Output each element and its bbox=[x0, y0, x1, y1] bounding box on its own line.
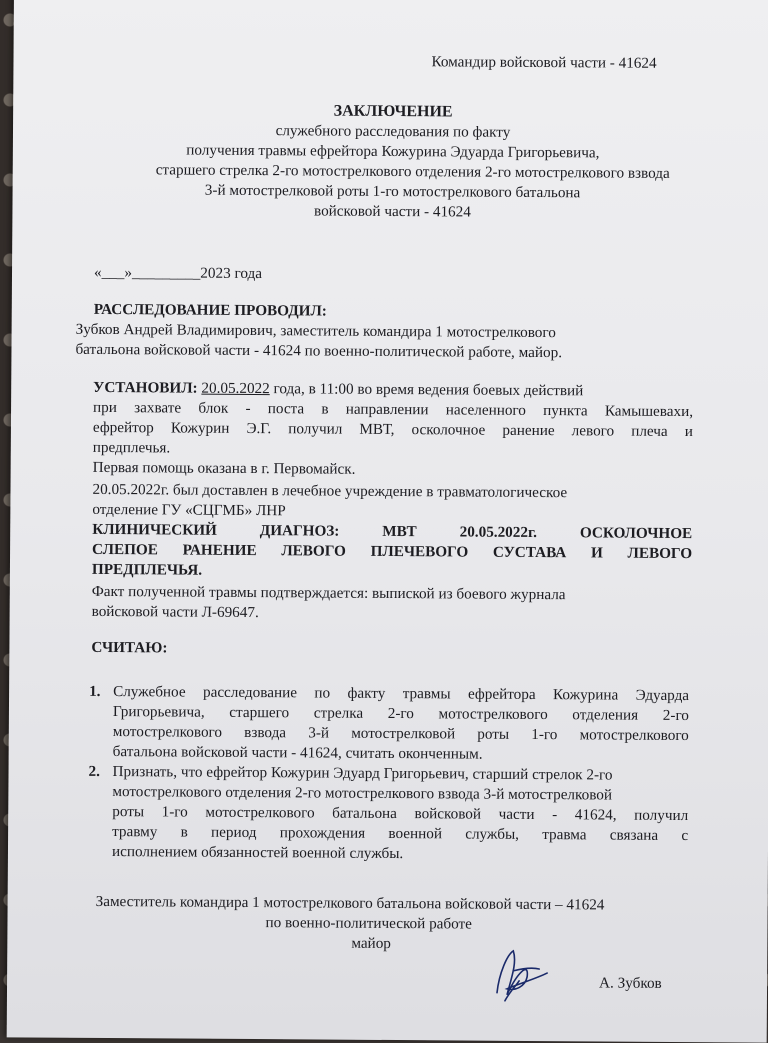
title-line-5: войсковой части - 41624 bbox=[313, 202, 471, 221]
item-1-line-1: Служебное расследование по факту травмы ефрейтора Кожурина Эдуарда bbox=[113, 683, 690, 705]
title-line-4: 3-й мотострелковой роты 1-го мотострелкового батальона bbox=[204, 181, 581, 202]
signatory-rank: майор bbox=[351, 934, 391, 953]
title-line-1: служебного расследования по факту bbox=[275, 122, 511, 141]
handwritten-signature bbox=[477, 943, 567, 1014]
document-heading: ЗАКЛЮЧЕНИЕ bbox=[333, 102, 453, 121]
established-line-3: ефрейтор Кожурин Э.Г. получил МВТ, осколочное ранение левого плеча и bbox=[92, 418, 693, 441]
title-line-3: старшего стрелка 2-го мотострелкового отделения 2-го мотострелкового взвода bbox=[155, 161, 670, 182]
signatory-position-1: Заместитель командира 1 мотострелкового батальона войсковой части – 41624 bbox=[95, 892, 605, 914]
conclusion-label: СЧИТАЮ: bbox=[91, 638, 168, 657]
diagnosis-line-2: СЛЕПОЕ РАНЕНИЕ ЛЕВОГО ПЛЕЧЕВОГО СУСТАВА И ЛЕВОГО bbox=[92, 540, 693, 563]
established-line-4: предплечья. bbox=[92, 438, 171, 457]
first-aid-line: Первая помощь оказана в г. Первомайск. bbox=[92, 458, 356, 478]
title-line-2: получения травмы ефрейтора Кожурина Эдуарда Григорьевича, bbox=[186, 141, 600, 162]
item-2-line-1: Признать, что ефрейтор Кожурин Эдуард Григорьевич, старший стрелок 2-го bbox=[112, 763, 613, 784]
established-date: 20.05.2022 bbox=[201, 379, 270, 398]
hospital-line-2: отделение ГУ «СЦГМБ» ЛНР bbox=[92, 500, 286, 520]
item-2-line-5: исполнением обязанностей военной службы. bbox=[111, 843, 404, 863]
investigator-label: РАССЛЕДОВАНИЕ ПРОВОДИЛ: bbox=[93, 300, 327, 320]
confirmation-line-1: Факт полученной травмы подтверждается: выпиской из боевого журнала bbox=[91, 582, 566, 604]
diagnosis-line-3: ПРЕДПЛЕЧЬЯ. bbox=[91, 560, 203, 579]
item-2-line-4: травму в период прохождения военной службы, травма связана с bbox=[112, 823, 689, 845]
item-1-number: 1. bbox=[89, 682, 101, 700]
signatory-position-2: по военно-политической работе bbox=[265, 914, 473, 933]
signatory-name: А. Зубков bbox=[599, 974, 662, 992]
established-label: УСТАНОВИЛ: bbox=[93, 378, 198, 397]
item-1-line-2: Григорьевича, старшего стрелка 2-го мотострелкового отделения 2-го bbox=[112, 703, 690, 725]
diagnosis-line-1: КЛИНИЧЕСКИЙ ДИАГНОЗ: МВТ 20.05.2022г. ОСКОЛОЧНОЕ bbox=[92, 520, 693, 543]
date-line: «___»_________2023 года bbox=[93, 263, 263, 283]
investigator-line-1: Зубков Андрей Владимирович, заместитель командира 1 мотострелкового bbox=[75, 320, 556, 342]
item-1-line-4: батальона войсковой части - 41624, считать оконченным. bbox=[112, 743, 483, 763]
established-line-2: при захвате блок - поста в направлении населенного пункта Камышевахи, bbox=[93, 398, 694, 421]
document-page bbox=[7, 0, 768, 1043]
hospital-line-1: 20.05.2022г. был доставлен в лечебное учреждение в травматологическое bbox=[92, 480, 568, 502]
item-2-line-3: роты 1-го мотострелкового батальона войсковой части - 41624, получил bbox=[112, 803, 689, 825]
recipient-line: Командир войсковой части - 41624 bbox=[431, 53, 657, 72]
investigator-line-2: батальона войсковой части - 41624 по военно-политической работе, майор. bbox=[75, 340, 563, 362]
item-2-number: 2. bbox=[88, 762, 100, 780]
confirmation-line-2: войсковой части Л-69647. bbox=[91, 602, 259, 622]
established-text: года, в 11:00 во время ведения боевых действий bbox=[273, 380, 584, 400]
item-2-line-2: мотострелкового отделения 2-го мотострелкового взвода 3-й мотострелковой bbox=[112, 783, 613, 804]
item-1-line-3: мотострелкового взвода 3-й мотострелковой роты 1-го мотострелкового bbox=[112, 723, 689, 745]
